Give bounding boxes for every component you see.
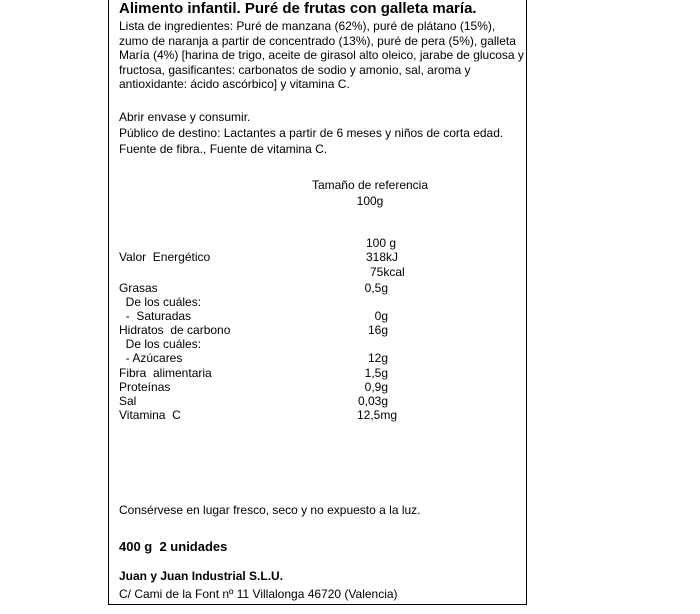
nutrition-value-carbs: 16g (367, 323, 388, 337)
reference-size-label: Tamaño de referencia (311, 178, 429, 192)
storage-instructions: Consérvese en lugar fresco, seco y no expuesto a la luz. (119, 503, 421, 517)
company-name: Juan y Juan Industrial S.L.U. (119, 569, 284, 583)
company-address: C/ Cami de la Font nº 11 Villalonga 46720 (Valencia) (119, 587, 398, 601)
nutrition-label-energy: Valor Energético (119, 250, 211, 264)
net-quantity: 400 g 2 unidades (119, 539, 228, 554)
nutrition-claims: Fuente de fibra., Fuente de vitamina C. (119, 142, 328, 156)
nutrition-label-protein: Proteínas (119, 380, 171, 394)
nutrition-label-carbs-sub: De los cuáles: (119, 337, 202, 351)
usage-instructions: Abrir envase y consumir. (119, 110, 251, 124)
nutrition-value-saturated: 0g (374, 309, 388, 323)
nutrition-label-salt: Sal (119, 394, 137, 408)
target-audience: Público de destino: Lactantes a partir de 6 meses y niños de corta edad. (119, 126, 504, 140)
nutrition-value-energy-kcal: 75kcal (370, 265, 405, 279)
nutrition-value-salt: 0,03g (357, 394, 388, 408)
nutrition-value-energy-kj: 318kJ (366, 250, 399, 264)
nutrition-value-fiber: 1,5g (364, 366, 388, 380)
nutrition-label-saturated: - Saturadas (119, 309, 192, 323)
nutrition-value-fat: 0,5g (364, 281, 388, 295)
product-title: Alimento infantil. Puré de frutas con galleta maría. (119, 0, 477, 17)
nutrition-label-sugars: - Azúcares (119, 351, 183, 365)
nutrition-value-vitamin-c: 12,5mg (357, 408, 398, 422)
nutrition-label-fat: Grasas (119, 281, 158, 295)
reference-size-value: 100g (356, 194, 384, 208)
nutrition-value-sugars: 12g (367, 351, 388, 365)
nutrition-label-fat-sub: De los cuáles: (119, 295, 202, 309)
nutrition-value-protein: 0,9g (364, 380, 388, 394)
nutrition-label-fiber: Fibra alimentaria (119, 366, 212, 380)
nutrition-label-vitamin-c: Vitamina C (119, 408, 181, 422)
nutrition-column-header: 100 g (366, 236, 397, 250)
nutrition-label-carbs: Hidratos de carbono (119, 323, 231, 337)
ingredients-list: Lista de ingredientes: Puré de manzana (62%), puré de plátano (15%), zumo de naranja a partir de concentrado (13%), puré de pera (5%), galleta María (4%) [harina de trigo, aceite de girasol alto oleico, jarabe de glucosa y fructosa, gasificantes: carbonatos de sodio y amonio, sal, aroma y antioxidante: ácido ascórbico] y vitamina C. (119, 19, 524, 91)
